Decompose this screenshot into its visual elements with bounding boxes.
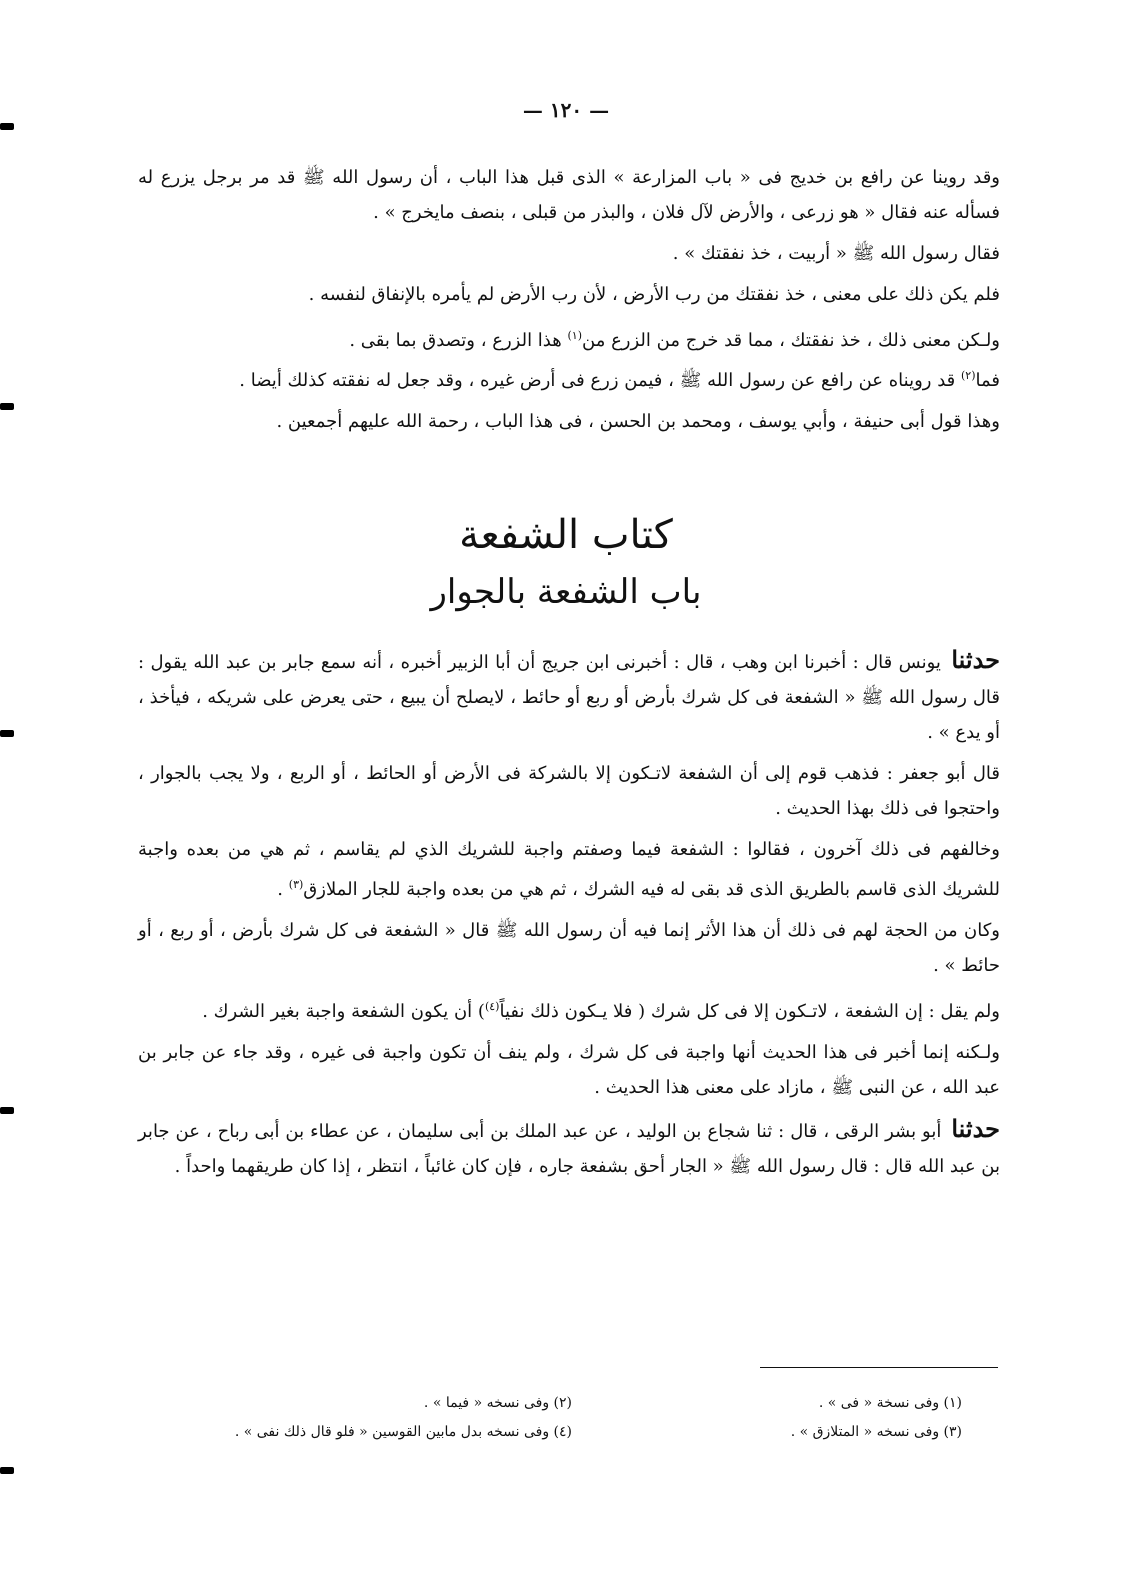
footnote-2: (٢) وفى نسخه « فيما » . (423, 1395, 572, 1411)
margin-mark (0, 123, 14, 130)
footnote-4: (٤) وفى نسخه بدل مابين القوسين « فلو قال ذلك نفى » . (234, 1424, 572, 1440)
section-before-book (138, 160, 1000, 439)
paragraph (138, 989, 1000, 1029)
haddathana-lead: حدثنا (951, 645, 1000, 674)
footnote-ref: (١) (567, 329, 582, 342)
footnote-rule (760, 1367, 998, 1368)
paragraph: وقد روينا عن رافع بن خديج فى « باب المزارعة » الذى قبل هذا الباب ، أن رسول الله ﷺ قد مر برجل يزرع له فسأله عنه فقال « هو زرعى ، والأرض لآل فلان ، والبذر من قبلى ، بنصف مايخرج » . (138, 167, 1000, 223)
footnote-ref: (٣) (288, 878, 304, 891)
page-number: — ١٢٠ — (522, 98, 610, 122)
hadith-paragraph (138, 1111, 1000, 1184)
chapter-title: باب الشفعة بالجوار (430, 572, 702, 612)
hadith-paragraph (138, 642, 1000, 750)
paragraph-text: ولم يقل : إن الشفعة ، لاتـكون إلا فى كل شرك ( فلا يـكون ذلك نفياً (499, 1001, 1000, 1022)
paragraph-text: . (277, 879, 284, 900)
section-shufa (138, 642, 1000, 1184)
paragraph: قال أبو جعفر : فذهب قوم إلى أن الشفعة لاتـكون إلا بالشركة فى الأرض أو الحائط ، أو الربع ، ولا يجب بالجوار ، واحتجوا فى ذلك بهذا الحديث . (138, 763, 1000, 819)
paragraph-text: ) أن يكون الشفعة واجبة بغير الشرك . (202, 1001, 485, 1022)
book-title: كتاب الشفعة (459, 512, 673, 558)
paragraph-text: يونس قال : أخبرنا ابن وهب ، قال : أخبرنى ابن جريج أن أبا الزبير أخبره ، أنه سمع جابر بن عبد الله يقول : قال رسول الله ﷺ « الشفعة فى كل شرك بأرض أو ربع أو حائط ، لايصلح أن يبيع ، حتى يعرض على شريكه ، فيأخذ ، أو يدع » . (138, 652, 1000, 743)
paragraph-text: فما (975, 370, 1000, 391)
footnote-1: (١) وفى نسخة « فى » . (818, 1395, 962, 1411)
paragraph-text: وخالفهم فى ذلك آخرون ، فقالوا : الشفعة فيما وصفتم واجبة للشريك الذي لم يقاسم ، ثم هي من بعده واجبة للشريك الذى قاسم بالطريق الذى قد بقى له فيه الشرك ، ثم هي من بعده واجبة للجار الملازق (138, 839, 1000, 900)
footnote-3: (٣) وفى نسخه « المتلازق » . (790, 1424, 962, 1440)
haddathana-lead: حدثنا (951, 1114, 1000, 1143)
paragraph-text: قد رويناه عن رافع عن رسول الله ﷺ ، فيمن زرع فى أرض غيره ، وقد جعل له نفقته كذلك أيضا . (239, 370, 956, 391)
paragraph: ولـكنه إنما أخبر فى هذا الحديث أنها واجبة فى كل شرك ، ولم ينف أن تكون واجبة فى غيره ، وقد جاء عن جابر بن عبد الله ، عن النبى ﷺ ، مازاد على معنى هذا الحديث . (138, 1042, 1000, 1098)
footnote-ref: (٢) (960, 369, 976, 382)
margin-mark (0, 730, 14, 737)
paragraph: فقال رسول الله ﷺ « أربيت ، خذ نفقتك » . (672, 243, 1000, 264)
footnote-ref: (٤) (484, 1000, 500, 1013)
paragraph (138, 358, 1000, 398)
paragraph (138, 832, 1000, 907)
paragraph (138, 318, 1000, 358)
margin-mark (0, 1107, 14, 1114)
paragraph-text: هذا الزرع ، وتصدق بما بقى . (349, 330, 562, 351)
paragraph: وكان من الحجة لهم فى ذلك أن هذا الأثر إنما فيه أن رسول الله ﷺ قال « الشفعة فى كل شرك بأرض ، أو ربع ، أو حائط » . (138, 920, 1000, 976)
margin-mark (0, 1467, 14, 1474)
margin-mark (0, 403, 14, 410)
paragraph: فلم يكن ذلك على معنى ، خذ نفقتك من رب الأرض ، لأن رب الأرض لم يأمره بالإنفاق لنفسه . (308, 284, 1000, 305)
paragraph-text: أبو بشر الرقى ، قال : ثنا شجاع بن الوليد ، عن عبد الملك بن أبى سليمان ، عن عطاء بن أبى رباح ، عن جابر بن عبد الله قال : قال رسول الله ﷺ « الجار أحق بشفعة جاره ، فإن كان غائباً ، انتظر ، إذا كان طريقهما واحداً . (138, 1121, 1000, 1177)
paragraph-text: ولـكن معنى ذلك ، خذ نفقتك ، مما قد خرج من الزرع من (582, 330, 1000, 351)
paragraph: وهذا قول أبى حنيفة ، وأبي يوسف ، ومحمد بن الحسن ، فى هذا الباب ، رحمة الله عليهم أجمعين . (276, 411, 1000, 432)
